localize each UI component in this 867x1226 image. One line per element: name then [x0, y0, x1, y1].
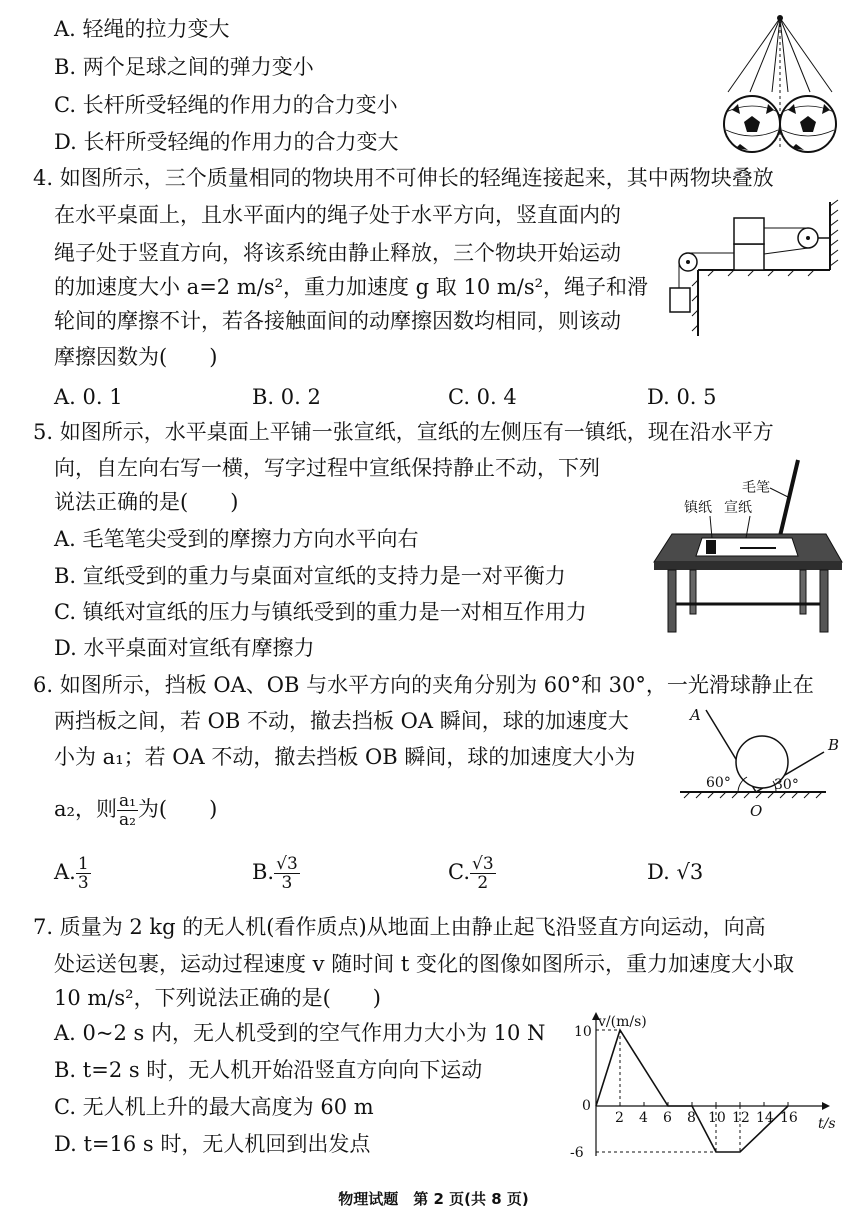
q6-ratio-prefix: a₂，则: [54, 797, 117, 821]
q7-line-2: 处运送包裹，运动过程速度 v 随时间 t 变化的图像如图所示，重力加速度大小取: [54, 952, 795, 976]
x-tick-8: 8: [687, 1110, 696, 1126]
q7-option-b: B. t=2 s 时，无人机开始沿竖直方向向下运动: [54, 1058, 483, 1082]
q6-option-b-fraction: [274, 855, 300, 892]
q6-ratio-suffix: 为( ): [137, 797, 218, 821]
q6-option-c-fraction: [470, 855, 496, 892]
angle-60-label: 60°: [706, 775, 731, 791]
q3-option-a: A. 轻绳的拉力变大: [54, 17, 230, 41]
q6-option-a-den: 3: [77, 873, 89, 893]
q6-ratio-line: [54, 789, 217, 829]
q7-option-c: C. 无人机上升的最大高度为 60 m: [54, 1095, 374, 1119]
q6-ratio-num: a₁: [118, 791, 136, 811]
q6-option-b: [252, 850, 300, 894]
q7-option-a: A. 0~2 s 内，无人机受到的空气作用力大小为 10 N: [54, 1021, 546, 1045]
graph-xlabel: t/s: [818, 1116, 836, 1132]
q3-option-c: C. 长杆所受轻绳的作用力的合力变小: [54, 93, 398, 117]
q6-line-3: 小为 a₁；若 OA 不动，撤去挡板 OB 瞬间，球的加速度大小为: [54, 745, 636, 769]
q3-option-b: B. 两个足球之间的弹力变小: [54, 55, 314, 79]
plate-a-label: A: [690, 706, 701, 724]
q6-option-c: [448, 850, 496, 894]
y-tick-neg6: -6: [570, 1145, 584, 1161]
blocks-pulley-figure: [668, 196, 840, 338]
paper-label: 宣纸: [724, 500, 752, 516]
q7-line-1: 7. 质量为 2 kg 的无人机(看作质点)从地面上由静止起飞沿竖直方向运动，向高: [33, 915, 766, 939]
q5-line-1: 5. 如图所示，水平桌面上平铺一张宣纸，宣纸的左侧压有一镇纸，现在沿水平方: [33, 420, 774, 444]
q6-option-b-num: √3: [276, 854, 298, 874]
q5-option-d: D. 水平桌面对宣纸有摩擦力: [54, 636, 315, 660]
q4-line-3: 绳子处于竖直方向，将该系统由静止释放，三个物块开始运动: [54, 241, 621, 265]
q7-line-3: 10 m/s²，下列说法正确的是( ): [54, 986, 381, 1010]
velocity-time-graph: [562, 1010, 848, 1168]
q6-line-1: 6. 如图所示，挡板 OA、OB 与水平方向的夹角分别为 60°和 30°，一光滑球静止在: [33, 673, 814, 697]
q4-line-5: 轮间的摩擦不计，若各接触面间的动摩擦因数均相同，则该动: [54, 309, 621, 333]
q4-option-c: C. 0. 4: [448, 385, 517, 409]
q5-option-b: B. 宣纸受到的重力与桌面对宣纸的支持力是一对平衡力: [54, 564, 566, 588]
q6-option-b-label: B.: [252, 860, 275, 884]
x-tick-10: 10: [708, 1110, 726, 1126]
calligraphy-table-figure: [650, 458, 844, 636]
q6-option-d: D. √3: [647, 860, 704, 884]
q3-option-d: D. 长杆所受轻绳的作用力的合力变大: [54, 130, 399, 154]
q6-option-a-label: A.: [54, 860, 76, 884]
x-tick-12: 12: [732, 1110, 750, 1126]
origin-o-label: O: [750, 802, 763, 820]
x-tick-6: 6: [663, 1110, 672, 1126]
x-tick-2: 2: [615, 1110, 624, 1126]
q6-option-a-fraction: [76, 855, 91, 892]
graph-ylabel: v/(m/s): [598, 1014, 647, 1030]
q6-option-a-num: 1: [77, 854, 89, 874]
q4-line-2: 在水平桌面上，且水平面内的绳子处于水平方向，竖直面内的: [54, 203, 621, 227]
q6-option-c-num: √3: [472, 854, 494, 874]
q4-line-1: 4. 如图所示，三个质量相同的物块用不可伸长的轻绳连接起来，其中两物块叠放: [33, 166, 774, 190]
q4-option-b: B. 0. 2: [252, 385, 321, 409]
q7-option-d: D. t=16 s 时，无人机回到出发点: [54, 1132, 371, 1156]
q5-option-a: A. 毛笔笔尖受到的摩擦力方向水平向右: [54, 527, 419, 551]
q6-option-b-den: 3: [281, 873, 293, 893]
q6-ratio-den: a₂: [118, 810, 136, 830]
q6-option-c-label: C.: [448, 860, 470, 884]
football-net-figure: [718, 12, 842, 154]
q6-line-2: 两挡板之间，若 OB 不动，撤去挡板 OA 瞬间，球的加速度大: [54, 709, 629, 733]
q6-option-a: [54, 850, 91, 894]
plate-b-label: B: [828, 736, 840, 754]
q4-option-a: A. 0. 1: [54, 385, 123, 409]
q4-line-4: 的加速度大小 a=2 m/s²，重力加速度 g 取 10 m/s²，绳子和滑: [54, 275, 649, 299]
brush-label: 毛笔: [742, 480, 770, 496]
q4-option-d: D. 0. 5: [647, 385, 717, 409]
x-tick-4: 4: [639, 1110, 648, 1126]
q6-option-c-den: 2: [477, 873, 489, 893]
q5-option-c: C. 镇纸对宣纸的压力与镇纸受到的重力是一对相互作用力: [54, 600, 587, 624]
page-footer: 物理试题 第 2 页(共 8 页): [338, 1190, 529, 1208]
q6-ratio-fraction: [117, 792, 138, 829]
q5-line-3: 说法正确的是( ): [54, 490, 239, 514]
ball-plates-figure: [676, 704, 846, 822]
angle-30-label: 30°: [774, 777, 799, 793]
q5-line-2: 向，自左向右写一横，写字过程中宣纸保持静止不动，下列: [54, 456, 600, 480]
weight-label: 镇纸: [684, 500, 712, 516]
y-tick-0: 0: [582, 1098, 591, 1114]
x-tick-16: 16: [780, 1110, 798, 1126]
q4-line-6: 摩擦因数为( ): [54, 345, 218, 369]
y-tick-10: 10: [574, 1024, 592, 1040]
x-tick-14: 14: [756, 1110, 774, 1126]
